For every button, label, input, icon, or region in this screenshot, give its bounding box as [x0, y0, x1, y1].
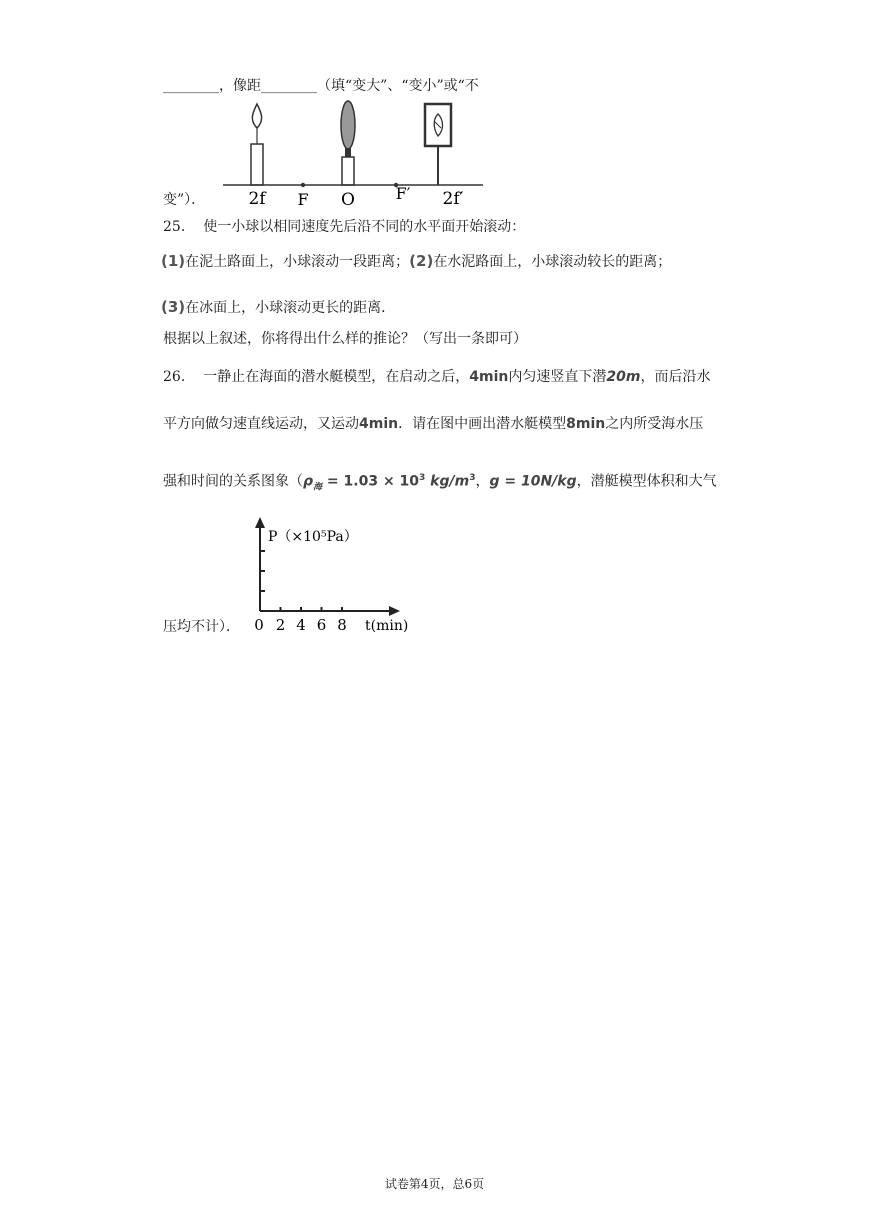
candle-flame-icon: [252, 104, 261, 128]
pressure-time-chart[interactable]: [240, 515, 420, 640]
y-axis-label: P（×10⁵Pa）: [268, 529, 358, 545]
answer-blank[interactable]: ________: [261, 78, 317, 94]
q26-line3: 强和时间的关系图象（$\rho_海 = 1.03 \times 10^3$ $kg/m^3$，g = 10N/kg，潜艇模型体积和大气: [163, 473, 717, 493]
label-F: F: [297, 190, 309, 209]
q25-items-1-2: (1)在泥土路面上，小球滚动一段距离；(2)在水泥路面上，小球滚动较长的距离；: [161, 252, 672, 270]
answer-blank[interactable]: ________: [163, 78, 219, 94]
q25-ask: 根据以上叙述，你将得出什么样的推论？（写出一条即可）: [163, 331, 527, 347]
q26-line2: 平方向做匀速直线运动，又运动4min．请在图中画出潜水艇模型8min之内所受海水压: [163, 416, 704, 432]
label-O: O: [341, 190, 355, 210]
question-number: 26.: [163, 369, 186, 385]
q24-line1: ________，像距________（填“变大”、“变小”或“不: [163, 78, 479, 94]
lens-holder-icon: [342, 157, 354, 185]
candle-icon: [251, 144, 263, 185]
q24-line2: 变”）．: [163, 192, 206, 208]
y-axis-arrow-icon: [255, 517, 265, 528]
x-tick-label: 0: [254, 616, 264, 634]
label-2f: 2f: [248, 189, 266, 209]
q25-item-3: (3)在冰面上，小球滚动更长的距离．: [161, 298, 396, 316]
label-F-prime: F′: [395, 184, 411, 203]
question-number: 25.: [163, 219, 186, 235]
lens-icon: [341, 101, 355, 149]
x-tick-label: 8: [337, 616, 347, 634]
x-tick-label: 2: [275, 616, 286, 634]
page-footer: 试卷第4页，总6页: [384, 1177, 485, 1191]
q26-line1: 26. 一静止在海面的潜水艇模型，在启动之后，4min内匀速竖直下潜20m，而后沿水: [163, 369, 711, 385]
q25-stem: 25. 使一小球以相同速度先后沿不同的水平面开始滚动：: [163, 219, 526, 235]
x-axis-arrow-icon: [389, 606, 400, 616]
x-tick-label: 4: [296, 616, 306, 634]
x-axis-label: t(min): [365, 618, 409, 634]
q26-line4: 压均不计）．: [163, 619, 240, 635]
lens-diagram: [215, 98, 490, 210]
label-2f-prime: 2f′: [442, 189, 464, 209]
x-tick-label: 6: [316, 616, 327, 634]
